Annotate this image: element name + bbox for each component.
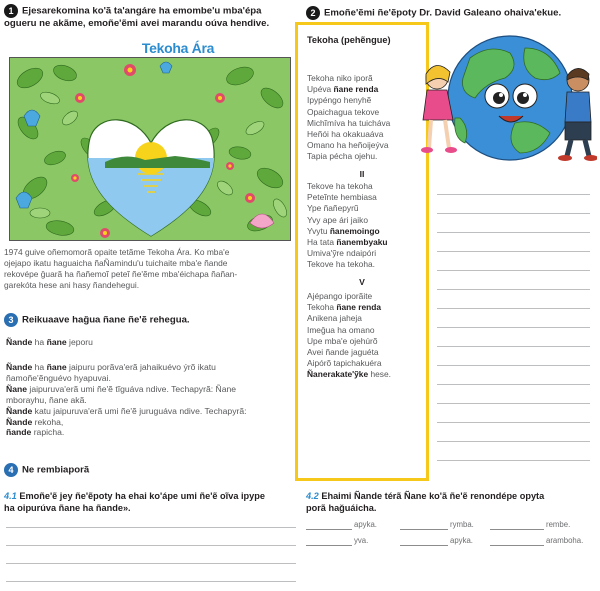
subquestion-label: 4.2 (306, 491, 319, 501)
poem-line (307, 215, 427, 226)
text: Umiva'ỹre ndaipóri (307, 248, 377, 259)
question-4-2 (306, 490, 598, 514)
roman-numeral: II (359, 169, 365, 179)
blank-field[interactable] (490, 545, 544, 546)
question-4-title: Ne rembiaporã (22, 464, 90, 476)
text: ha (32, 337, 47, 347)
blank-field[interactable] (490, 529, 544, 530)
text: jaipuruva'erã umi ñe'ẽ tĩguáva ndive. Techapyrã: Ñane (27, 383, 237, 394)
bold-word: Ñanerakate'ỹke (307, 369, 369, 380)
poem-line (307, 369, 427, 380)
bold-word: ñane (46, 337, 67, 347)
word: rembe. (546, 520, 571, 529)
word: apyka. (450, 536, 473, 545)
poem-line (307, 118, 427, 129)
question-4 (4, 463, 89, 477)
poem-line (307, 181, 427, 192)
text: Ajépango iporãite (307, 291, 373, 301)
question-number: 3 (4, 313, 18, 327)
writing-line[interactable] (437, 251, 590, 252)
bold-word: ñanemoingo (329, 225, 380, 236)
text: Tekove ha tekoha. (307, 259, 375, 270)
writing-line[interactable] (437, 270, 590, 271)
text: Tekoha (307, 302, 337, 313)
text: Tekoha niko iporã (307, 73, 373, 83)
question-1-line1: Ejesarekomina ko'ã ta'angáre ha emombe'u mba'épa (22, 5, 262, 17)
text: ha (32, 362, 47, 372)
question-1-line2: ogueru ne akãme, emoñe'ẽmi avei marandu oúva hendive. (4, 18, 270, 29)
question-1 (4, 4, 294, 30)
text: Ehaimi Ñande térã Ñane ko'ã ñe'ẽ renondépe opyta (318, 491, 545, 501)
paragraph-line: garekóta hese ani hasy ñandehegui. (4, 280, 140, 290)
question-number: 4 (4, 463, 18, 477)
bold-word: Ñande (6, 362, 33, 372)
text: Upéva (307, 84, 334, 95)
poem-line (307, 248, 427, 259)
text: Ha tata (307, 237, 337, 248)
question-2 (306, 6, 561, 20)
word: aramboha. (546, 536, 584, 545)
blank-field[interactable] (400, 545, 448, 546)
text: Heñói ha okakuaáva (307, 129, 384, 140)
question-3 (4, 313, 190, 327)
answer-line[interactable] (6, 545, 296, 546)
text: Upe mba'e ojehúrõ (307, 335, 378, 346)
poem-line (307, 259, 427, 270)
text: Tekove ha tekoha (307, 181, 373, 191)
writing-line[interactable] (437, 441, 590, 442)
text: Avei ñande jaguéta (307, 347, 379, 358)
poem-line (307, 95, 427, 106)
text: Michĩmíva ha tuicháva (307, 117, 391, 128)
question-4-1 (4, 490, 304, 514)
picture-title: Tekoha Ára (141, 40, 215, 56)
answer-line[interactable] (6, 527, 296, 528)
poem-line (307, 73, 427, 84)
text: ha oipurúva ñane ha ñande». (4, 503, 131, 513)
word: apyka. (354, 520, 377, 529)
poem-stanza-3 (307, 291, 427, 381)
text: jeporu (66, 337, 93, 347)
writing-line[interactable] (437, 384, 590, 385)
text: Anikena jaheja (307, 313, 362, 324)
answer-line[interactable] (6, 581, 296, 582)
writing-line[interactable] (437, 232, 590, 233)
writing-line[interactable] (437, 460, 590, 461)
text: Yvytu (307, 225, 330, 236)
question-number: 2 (306, 6, 320, 20)
bold-word: Ñande (6, 337, 33, 347)
writing-line[interactable] (437, 289, 590, 290)
text: Yvy ape ári jaiko (307, 214, 368, 225)
bold-word: Ñande (6, 416, 33, 427)
earth-day-illustration (9, 57, 291, 241)
poem-line (307, 140, 427, 151)
word: yva. (354, 536, 369, 545)
word: rymba. (450, 520, 474, 529)
fill-in-row (306, 520, 598, 532)
text: Ipypéngo henyhẽ (307, 95, 372, 106)
poem-line (307, 313, 427, 324)
text: Imeğua ha omano (307, 324, 375, 335)
poem-line (307, 107, 427, 118)
poem-stanza-1 (307, 73, 427, 163)
text: jaipuru porãva'erã jahaikuévo ýrõ ikatu (66, 362, 216, 372)
poem-line (307, 302, 427, 313)
poem-line (307, 237, 427, 248)
answer-line[interactable] (6, 563, 296, 564)
poem-box (295, 22, 429, 481)
earth-children-illustration (415, 28, 597, 166)
fill-in-row (306, 536, 598, 548)
poem-line (307, 226, 427, 237)
blank-field[interactable] (400, 529, 448, 530)
poem-line (307, 358, 427, 369)
subquestion-label: 4.1 (4, 491, 17, 501)
example-usage (6, 337, 296, 348)
roman-numeral: V (359, 277, 365, 287)
text: Aipórõ tapichakuéra (307, 358, 382, 369)
poem-line (307, 151, 427, 162)
text: porã hağuáicha. (306, 503, 377, 513)
text: rekoha, (32, 416, 64, 427)
poem-line (307, 203, 427, 214)
writing-line[interactable] (437, 327, 590, 328)
writing-line[interactable] (437, 213, 590, 214)
bold-word: Ñande (6, 405, 33, 416)
poem-stanza-2 (307, 181, 427, 271)
intro-paragraph (4, 247, 296, 291)
rule-paragraph (6, 362, 298, 438)
text: Emoñe'ẽ jey ñe'ẽpoty ha ehai ko'ápe umi ñe'ẽ oĩva ipype (16, 491, 265, 501)
paragraph-line: ojejapo ikatu haguaicha ñaÑamindu'u tuichaite mba'e ñande (4, 258, 228, 268)
writing-line[interactable] (437, 346, 590, 347)
bold-word: ñane renda (336, 302, 382, 313)
text: Omano ha heñoijeýva (307, 140, 389, 151)
bold-word: Ñane (6, 383, 28, 394)
text: mborayhu, ñane akã. (6, 394, 87, 405)
writing-line[interactable] (437, 422, 590, 423)
text: Peteĩnte hembiasa (307, 192, 377, 203)
poem-line (307, 129, 427, 140)
bold-word: ñande (6, 427, 32, 438)
text: rapicha. (31, 427, 65, 438)
poem-line (307, 347, 427, 358)
paragraph-line: 1974 guive oñemomorã opaite tetãme Tekoha Ára. Ko mba'e (4, 247, 230, 257)
poem-line (307, 84, 427, 95)
blank-field[interactable] (306, 545, 352, 546)
poem-line (307, 192, 427, 203)
poem-line (307, 325, 427, 336)
bold-word: ñanembyaku (336, 237, 388, 248)
writing-line[interactable] (437, 308, 590, 309)
question-3-title: Reikuaave hağua ñane ñe'ẽ rehegua. (22, 314, 190, 326)
text: katu jaipuruva'erã umi ñe'ẽ juruguáva ndive. Techapyrã: (32, 405, 247, 416)
text: ñamoñe'ẽnguévo hyapuvai. (6, 372, 111, 383)
poem-line (307, 336, 427, 347)
paragraph-line: rekovépe ğuarã ha ñañemoĩ peteĩ ñe'ẽme mba'éichapa ñañan- (4, 269, 238, 279)
text: Ype ñañepyrũ (307, 203, 359, 214)
writing-line[interactable] (437, 403, 590, 404)
bold-word: ñane (46, 362, 67, 372)
writing-line[interactable] (437, 365, 590, 366)
text: Opaichagua tekove (307, 106, 380, 117)
blank-field[interactable] (306, 529, 352, 530)
writing-line[interactable] (437, 194, 590, 195)
question-number: 1 (4, 4, 18, 18)
poem-title: Tekoha (pehẽngue) (307, 35, 391, 45)
question-2-title: Emoñe'ẽmi ñe'ẽpoty Dr. David Galeano ohaiva'ekue. (324, 7, 562, 19)
bold-word: ñane renda (333, 84, 379, 95)
text: Tapia pécha ojehu. (307, 151, 378, 162)
poem-line (307, 291, 427, 302)
text: hese. (368, 369, 391, 380)
